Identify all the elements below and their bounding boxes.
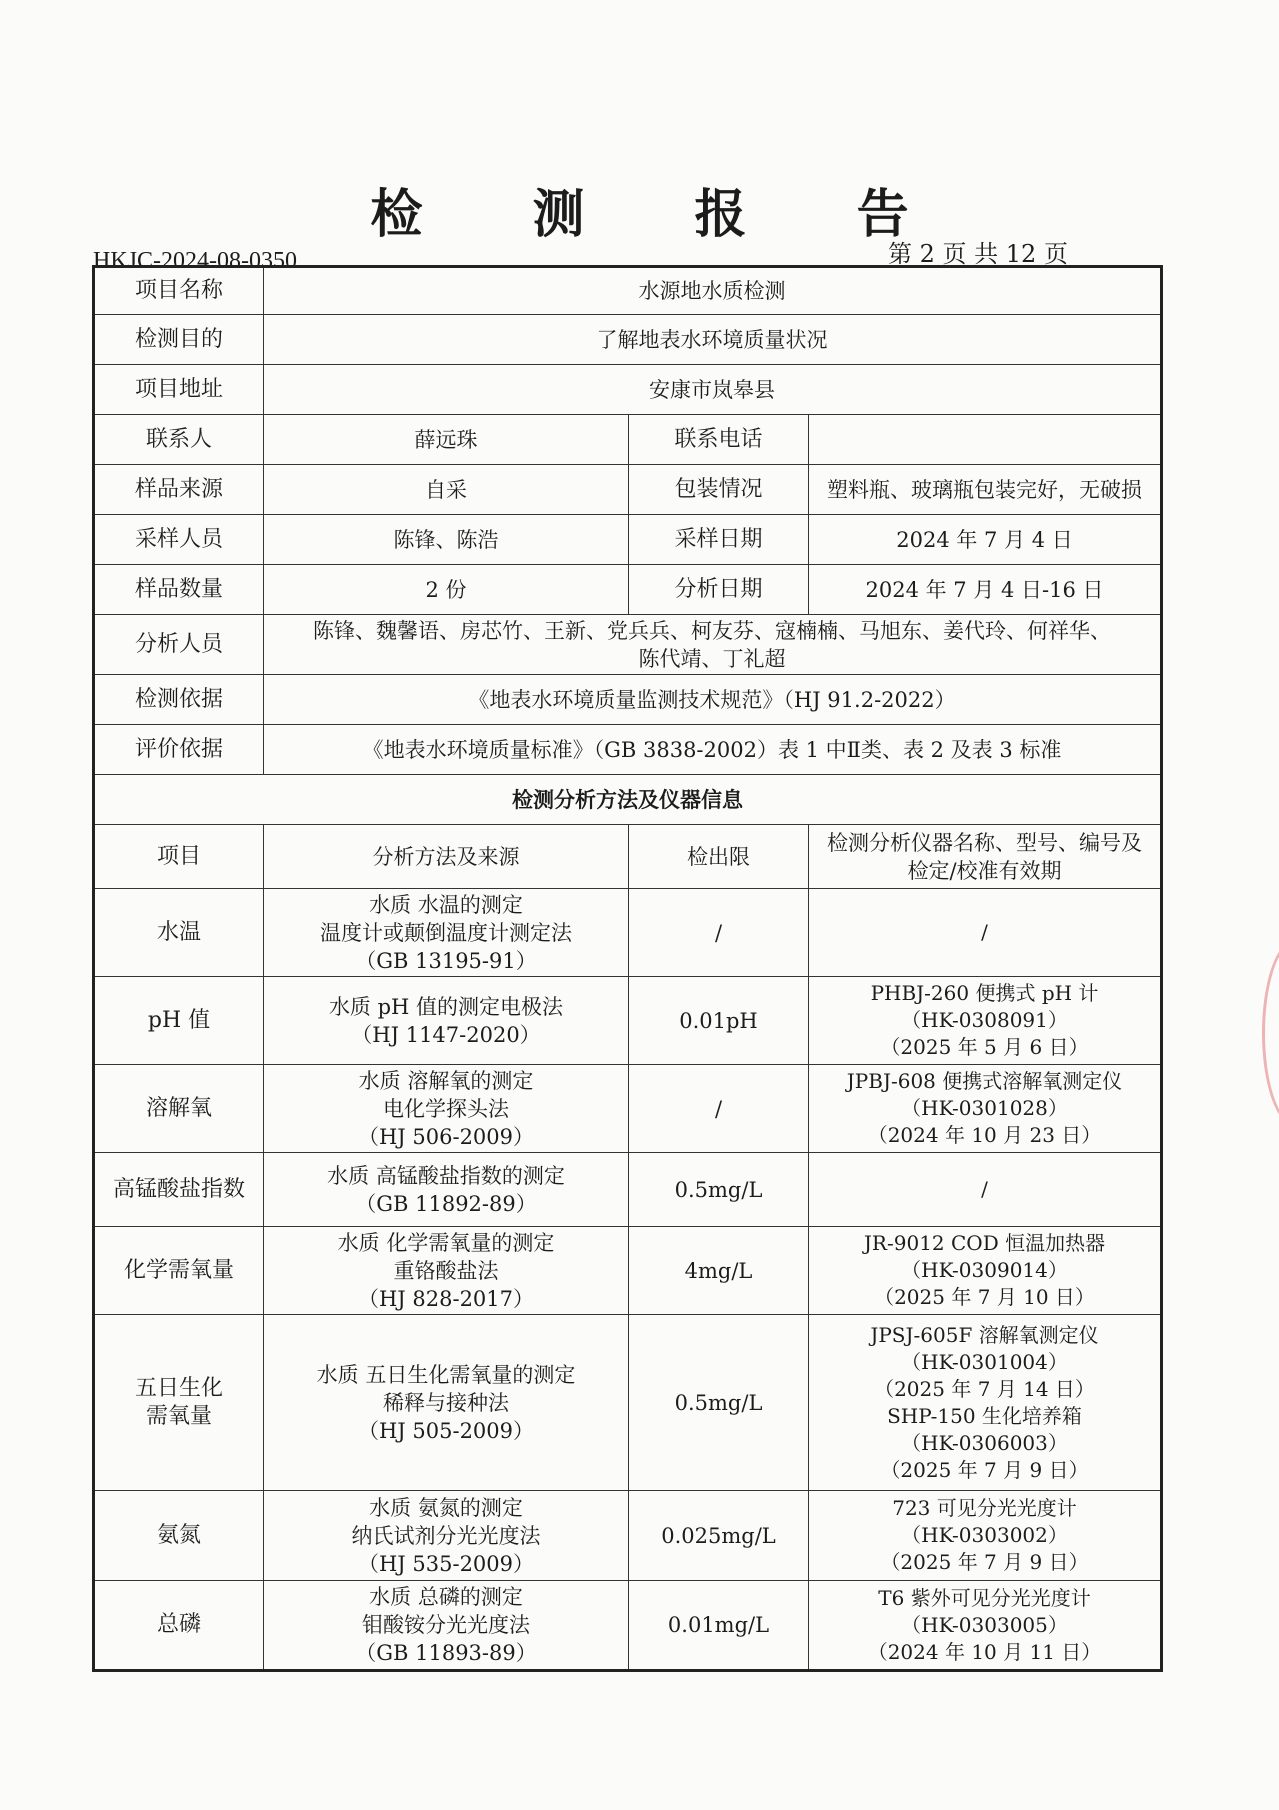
- method-line: 水质 总磷的测定: [369, 1585, 523, 1609]
- method-line: 水质 pH 值的测定电极法: [328, 994, 564, 1019]
- evaluation-label: 评价依据: [94, 725, 264, 775]
- method-item-cell: [94, 889, 264, 977]
- method-limit-cell: 0.5mg/L: [629, 1153, 809, 1227]
- method-instrument-cell: [809, 1581, 1162, 1671]
- method-instrument-cell: [809, 889, 1162, 977]
- row-analysts: [94, 615, 1162, 675]
- item-line: pH 值: [147, 1007, 211, 1033]
- method-line: 稀释与接种法: [383, 1390, 509, 1415]
- instrument-line: （2024 年 10 月 23 日）: [867, 1123, 1102, 1147]
- sample-source-label: 样品来源: [94, 465, 264, 515]
- method-line: （GB 11893-89）: [355, 1641, 537, 1665]
- method-line: （HJ 506-2009）: [357, 1124, 535, 1149]
- address-label: 项目地址: [94, 365, 264, 415]
- instrument-line: （2025 年 7 月 14 日）: [874, 1376, 1095, 1401]
- method-line: 水质 化学需氧量的测定: [337, 1230, 555, 1255]
- header-limit: 检出限: [629, 825, 809, 889]
- method-item-cell: [94, 1581, 264, 1671]
- instrument-line: （HK-0301028）: [901, 1096, 1068, 1120]
- sampling-date-label: 采样日期: [629, 515, 809, 565]
- method-item-cell: [94, 1315, 264, 1491]
- method-instrument-cell: [809, 977, 1162, 1065]
- analysis-date-label: 分析日期: [629, 565, 809, 615]
- instrument-line: （HK-0303002）: [901, 1523, 1068, 1547]
- sample-qty-value: 2 份: [264, 565, 629, 615]
- page-indicator: 第 2 页 共 12 页: [888, 240, 1068, 268]
- methods-header-row: [94, 825, 1162, 889]
- method-method-cell: [264, 1227, 629, 1315]
- contact-label: 联系人: [94, 415, 264, 465]
- method-method-cell: [264, 1065, 629, 1153]
- instrument-line: （2024 年 10 月 11 日）: [867, 1639, 1102, 1664]
- row-sample-source: [94, 465, 1162, 515]
- method-line: 重铬酸盐法: [393, 1258, 499, 1283]
- instrument-line: （HK-0301004）: [901, 1349, 1068, 1374]
- method-instrument-cell: [809, 1153, 1162, 1227]
- method-limit-cell: 0.01mg/L: [629, 1581, 809, 1671]
- method-row: [94, 1491, 1162, 1581]
- header-instrument-line-1: 检测分析仪器名称、型号、编号及: [827, 830, 1142, 855]
- row-basis: [94, 675, 1162, 725]
- method-item-cell: [94, 977, 264, 1065]
- row-evaluation: [94, 725, 1162, 775]
- method-row: [94, 1581, 1162, 1671]
- method-method-cell: [264, 889, 629, 977]
- method-line: 温度计或颠倒温度计测定法: [320, 920, 572, 945]
- analysts-value: [264, 615, 1162, 675]
- method-item-cell: [94, 1065, 264, 1153]
- method-line: 水质 五日生化需氧量的测定: [316, 1362, 576, 1387]
- instrument-line: 723 可见分光光度计: [892, 1496, 1077, 1520]
- method-limit-cell: 0.5mg/L: [629, 1315, 809, 1491]
- item-line: 五日生化: [134, 1375, 223, 1401]
- instrument-line: T6 紫外可见分光光度计: [878, 1585, 1091, 1610]
- row-contact: [94, 415, 1162, 465]
- method-row: [94, 977, 1162, 1065]
- row-project-name: [94, 267, 1162, 315]
- sampler-label: 采样人员: [94, 515, 264, 565]
- method-method-cell: [264, 1491, 629, 1581]
- methods-section-title: 检测分析方法及仪器信息: [94, 775, 1162, 825]
- method-instrument-cell: [809, 1315, 1162, 1491]
- instrument-line: （HK-0309014）: [901, 1258, 1068, 1282]
- purpose-label: 检测目的: [94, 315, 264, 365]
- header-item: 项目: [94, 825, 264, 889]
- method-line: 水质 溶解氧的测定: [358, 1068, 534, 1093]
- project-name-value: 水源地水质检测: [264, 267, 1162, 315]
- method-line: （HJ 535-2009）: [357, 1551, 535, 1576]
- phone-label: 联系电话: [629, 415, 809, 465]
- method-instrument-cell: [809, 1065, 1162, 1153]
- method-row: [94, 1153, 1162, 1227]
- evaluation-value: 《地表水环境质量标准》（GB 3838-2002）表 1 中Ⅱ类、表 2 及表 3 标准: [264, 725, 1162, 775]
- item-line: 氨氮: [156, 1522, 201, 1548]
- purpose-value: 了解地表水环境质量状况: [264, 315, 1162, 365]
- instrument-line: JPBJ-608 便携式溶解氧测定仪: [846, 1069, 1123, 1093]
- item-line: 水温: [156, 919, 201, 945]
- header-method: 分析方法及来源: [264, 825, 629, 889]
- instrument-line: SHP-150 生化培养箱: [887, 1403, 1082, 1428]
- item-line: 化学需氧量: [123, 1257, 234, 1283]
- report-table: [92, 265, 1163, 1672]
- row-purpose: [94, 315, 1162, 365]
- method-method-cell: [264, 1153, 629, 1227]
- sample-source-value: 自采: [264, 465, 629, 515]
- method-line: （HJ 505-2009）: [357, 1418, 535, 1443]
- method-line: 水质 高锰酸盐指数的测定: [327, 1163, 565, 1188]
- sampling-date-value: 2024 年 7 月 4 日: [809, 515, 1162, 565]
- method-row: [94, 1227, 1162, 1315]
- method-item-cell: [94, 1153, 264, 1227]
- seal-stamp: [1262, 940, 1279, 1126]
- sample-qty-label: 样品数量: [94, 565, 264, 615]
- analysts-line-1: 陈锋、魏馨语、房芯竹、王新、党兵兵、柯友芬、寇楠楠、马旭东、姜代玲、何祥华、: [313, 618, 1111, 643]
- method-line: （GB 13195-91）: [355, 948, 537, 973]
- method-line: （GB 11892-89）: [355, 1191, 537, 1216]
- page-title: 检 测 报 告: [370, 184, 955, 245]
- method-item-cell: [94, 1491, 264, 1581]
- address-value: 安康市岚皋县: [264, 365, 1162, 415]
- method-line: 钼酸铵分光光度法: [362, 1613, 530, 1637]
- method-instrument-cell: [809, 1227, 1162, 1315]
- sampler-value: 陈锋、陈浩: [264, 515, 629, 565]
- methods-body: [94, 889, 1162, 1671]
- basis-value: 《地表水环境质量监测技术规范》（HJ 91.2-2022）: [264, 675, 1162, 725]
- row-sampler: [94, 515, 1162, 565]
- method-line: 纳氏试剂分光光度法: [351, 1523, 541, 1548]
- method-method-cell: [264, 1581, 629, 1671]
- packaging-label: 包装情况: [629, 465, 809, 515]
- project-name-label: 项目名称: [94, 267, 264, 315]
- method-line: （HJ 1147-2020）: [351, 1022, 541, 1047]
- instrument-line: （HK-0303005）: [901, 1612, 1068, 1637]
- item-line: 高锰酸盐指数: [112, 1176, 245, 1202]
- analysts-label: 分析人员: [94, 615, 264, 675]
- instrument-line: JPSJ-605F 溶解氧测定仪: [870, 1322, 1099, 1347]
- method-limit-cell: /: [629, 1065, 809, 1153]
- method-limit-cell: /: [629, 889, 809, 977]
- instrument-line: PHBJ-260 便携式 pH 计: [870, 981, 1099, 1005]
- item-line: 溶解氧: [145, 1095, 212, 1121]
- method-line: 水质 水温的测定: [369, 892, 523, 917]
- row-sample-qty: [94, 565, 1162, 615]
- instrument-line: （2025 年 7 月 9 日）: [880, 1457, 1089, 1482]
- header-instrument-line-2: 检定/校准有效期: [907, 858, 1062, 883]
- instrument-line: /: [981, 920, 988, 944]
- report-number: HKJC-2024-08-0350: [93, 248, 297, 274]
- method-row: [94, 1315, 1162, 1491]
- phone-value: [809, 415, 1162, 465]
- packaging-value: 塑料瓶、玻璃瓶包装完好，无破损: [809, 465, 1162, 515]
- item-line: 总磷: [156, 1612, 201, 1637]
- method-limit-cell: 4mg/L: [629, 1227, 809, 1315]
- instrument-line: （HK-0308091）: [901, 1008, 1068, 1032]
- method-limit-cell: 0.01pH: [629, 977, 809, 1065]
- contact-value: 薛远珠: [264, 415, 629, 465]
- method-line: 水质 氨氮的测定: [369, 1495, 523, 1520]
- method-method-cell: [264, 1315, 629, 1491]
- row-address: [94, 365, 1162, 415]
- method-item-cell: [94, 1227, 264, 1315]
- instrument-line: （2025 年 5 月 6 日）: [880, 1035, 1089, 1059]
- method-row: [94, 1065, 1162, 1153]
- method-row: [94, 889, 1162, 977]
- method-method-cell: [264, 977, 629, 1065]
- item-line: 需氧量: [145, 1403, 212, 1429]
- instrument-line: （2025 年 7 月 10 日）: [874, 1285, 1095, 1309]
- instrument-line: /: [981, 1177, 988, 1201]
- instrument-line: （HK-0306003）: [901, 1430, 1068, 1455]
- method-line: （HJ 828-2017）: [357, 1286, 535, 1311]
- basis-label: 检测依据: [94, 675, 264, 725]
- header-instrument: [809, 825, 1162, 889]
- instrument-line: （2025 年 7 月 9 日）: [880, 1550, 1089, 1574]
- analysts-line-2: 陈代靖、丁礼超: [638, 646, 786, 671]
- row-section-title: [94, 775, 1162, 825]
- method-instrument-cell: [809, 1491, 1162, 1581]
- method-limit-cell: 0.025mg/L: [629, 1491, 809, 1581]
- instrument-line: JR-9012 COD 恒温加热器: [863, 1231, 1106, 1255]
- analysis-date-value: 2024 年 7 月 4 日-16 日: [809, 565, 1162, 615]
- method-line: 电化学探头法: [383, 1096, 509, 1121]
